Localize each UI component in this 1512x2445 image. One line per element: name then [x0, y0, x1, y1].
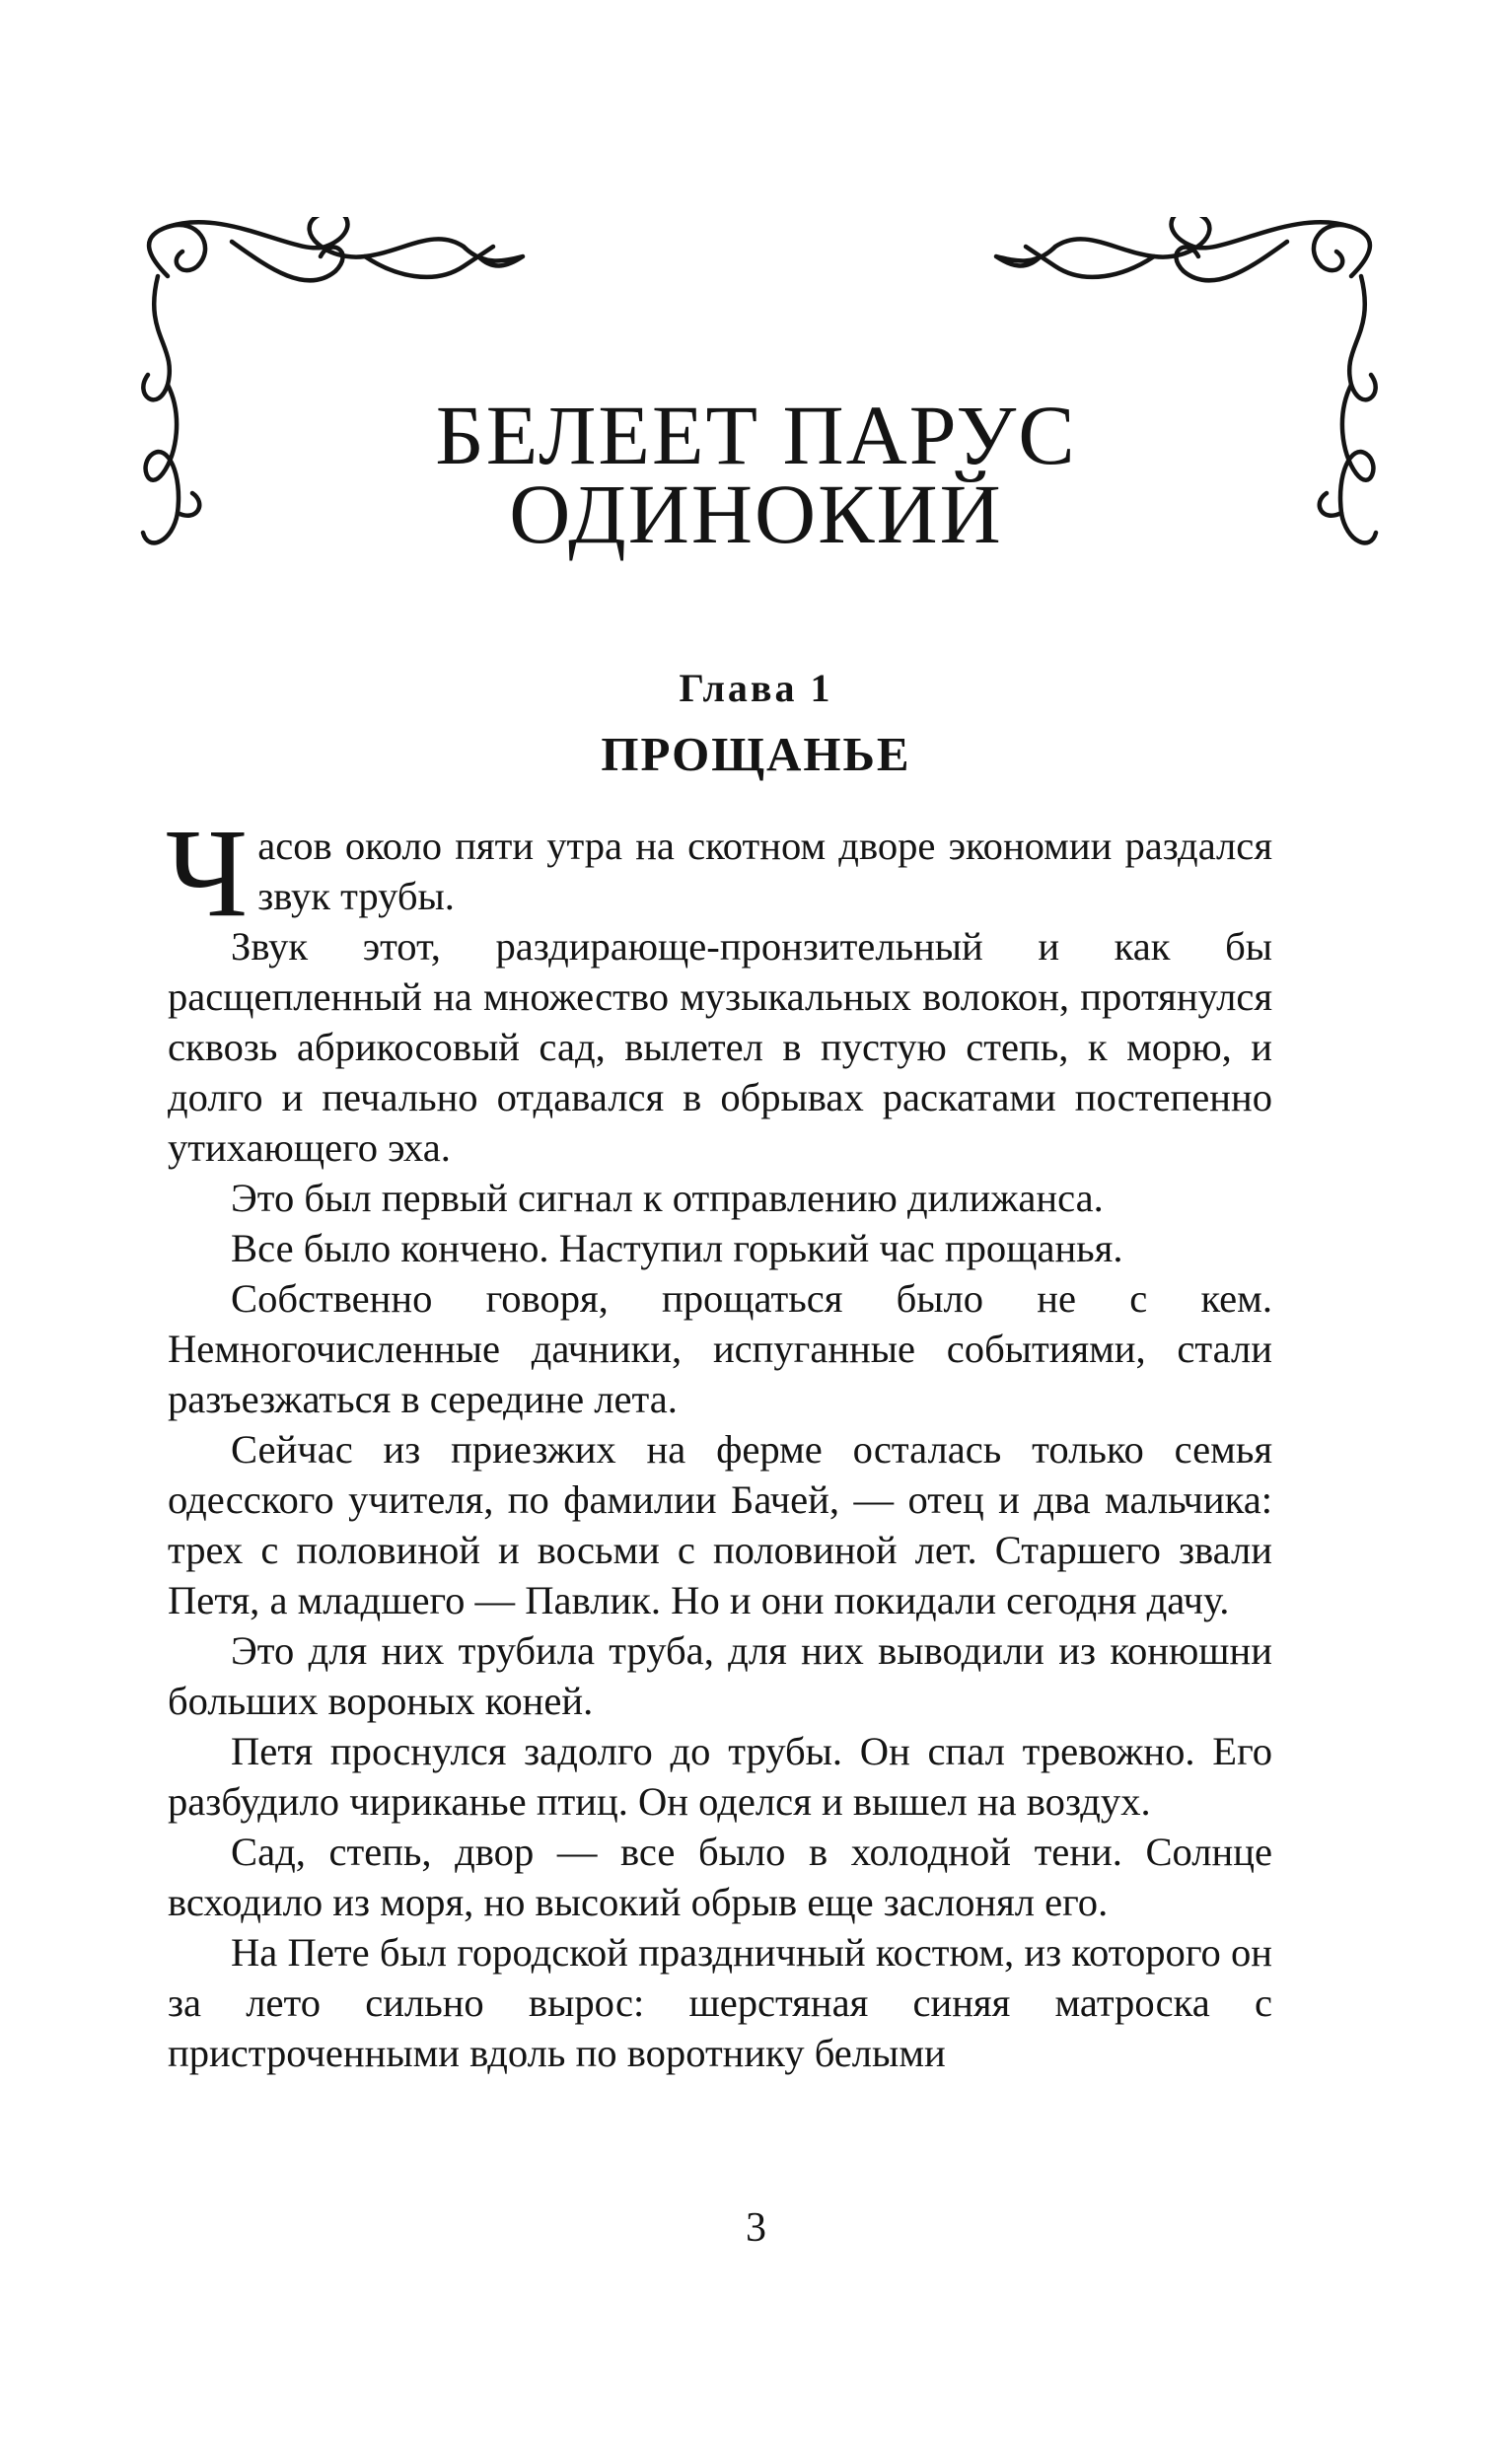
paragraph-7: Это для них трубила труба, для них выводили из конюшни больших вороных коней.	[168, 1628, 1272, 1723]
chapter-title: ПРОЩАНЬЕ	[601, 727, 911, 781]
page-number: 3	[746, 2205, 766, 2251]
paragraph-9: Сад, степь, двор — все было в холодной тени. Солнце всходило из моря, но высокий обрыв еще заслонял его.	[168, 1830, 1272, 1924]
body-text	[166, 803, 1272, 2078]
book-title-line-2: ОДИНОКИЙ	[509, 467, 1003, 561]
paragraph-4: Все было кончено. Наступил горький час прощанья.	[231, 1226, 1123, 1270]
drop-cap: Ч	[166, 803, 249, 943]
paragraph-2: Звук этот, раздирающе-пронзительный и как бы расщепленный на множество музыкальных волокон, протянулся сквозь абрикосовый сад, вылетел в пустую степь, к морю, и долго и печально отдавался в обрывах раскатами постепенно утихающего эха.	[168, 924, 1272, 1170]
book-title-line-1: БЕЛЕЕТ ПАРУС	[435, 388, 1077, 482]
paragraph-6: Сейчас из приезжих на ферме осталась только семья одесского учителя, по фамилии Бачей, — отец и два мальчика: трех с половиной и восьми с половиной лет. Старшего звали Петя, а младшего — Павлик. Но и они покидали сегодня дачу.	[168, 1427, 1272, 1622]
paragraph-3: Это был первый сигнал к отправлению дилижанса.	[231, 1176, 1104, 1220]
paragraph-1-text: асов около пяти утра на скотном дворе экономии раздался звук трубы.	[257, 824, 1272, 918]
paragraph-8: Петя проснулся задолго до трубы. Он спал тревожно. Его разбудило чириканье птиц. Он оделся и вышел на воздух.	[168, 1729, 1272, 1824]
paragraph-1	[166, 803, 1272, 943]
chapter-label: Глава 1	[679, 666, 833, 710]
paragraph-5: Собственно говоря, прощаться было не с кем. Немногочисленные дачники, испуганные событиями, стали разъезжаться в середине лета.	[168, 1276, 1272, 1421]
paragraph-10: На Пете был городской праздничный костюм, из которого он за лето сильно вырос: шерстяная синяя матроска с пристроченными вдоль по воротнику белыми	[168, 1930, 1272, 2075]
